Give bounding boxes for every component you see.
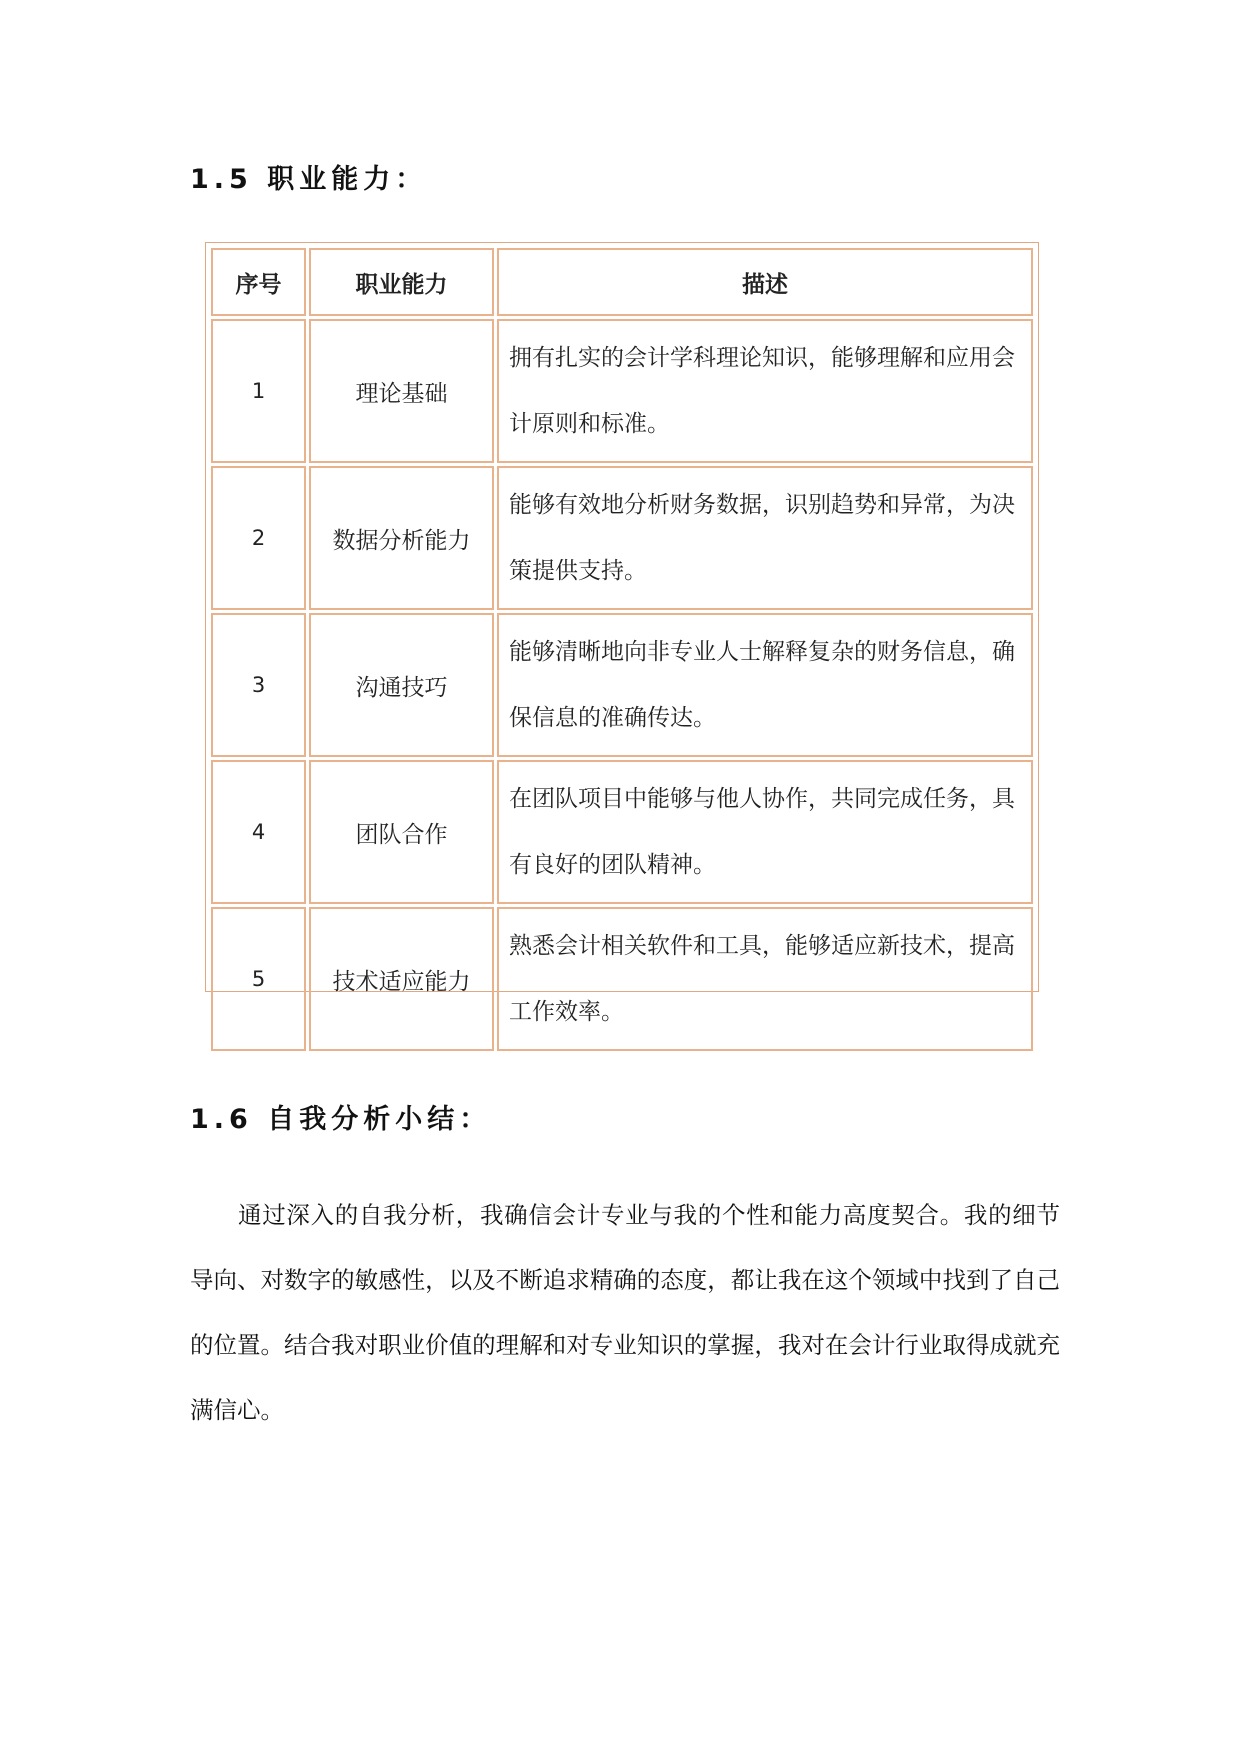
row-description: 熟悉会计相关软件和工具，能够适应新技术，提高工作效率。 <box>497 907 1033 1051</box>
table-row <box>211 466 1033 610</box>
table-header-row <box>211 248 1033 316</box>
career-ability-table <box>205 242 1039 1025</box>
header-description: 描述 <box>497 248 1033 316</box>
header-ability: 职业能力 <box>309 248 494 316</box>
table-row <box>211 319 1033 463</box>
row-description: 能够清晰地向非专业人士解释复杂的财务信息，确保信息的准确传达。 <box>497 613 1033 757</box>
row-index: 1 <box>211 319 306 463</box>
row-description: 能够有效地分析财务数据，识别趋势和异常，为决策提供支持。 <box>497 466 1033 610</box>
row-index: 5 <box>211 907 306 1051</box>
row-ability: 数据分析能力 <box>309 466 494 610</box>
section-heading-self-analysis-summary: 1.6 自我分析小结： <box>190 1104 492 1135</box>
row-ability: 技术适应能力 <box>309 907 494 1051</box>
row-index: 4 <box>211 760 306 904</box>
row-index: 2 <box>211 466 306 610</box>
row-index: 3 <box>211 613 306 757</box>
header-index: 序号 <box>211 248 306 316</box>
row-ability: 理论基础 <box>309 319 494 463</box>
table-row <box>211 907 1033 1051</box>
table-row <box>211 760 1033 904</box>
row-description: 拥有扎实的会计学科理论知识，能够理解和应用会计原则和标准。 <box>497 319 1033 463</box>
section-heading-career-ability: 1.5 职业能力： <box>190 164 428 195</box>
row-ability: 沟通技巧 <box>309 613 494 757</box>
summary-paragraph: 通过深入的自我分析，我确信会计专业与我的个性和能力高度契合。我的细节导向、对数字的敏感性，以及不断追求精确的态度，都让我在这个领域中找到了自己的位置。结合我对职业价值的理解和对专业知识的掌握，我对在会计行业取得成就充满信心。 <box>190 1201 1060 1424</box>
table-row <box>211 613 1033 757</box>
row-description: 在团队项目中能够与他人协作，共同完成任务，具有良好的团队精神。 <box>497 760 1033 904</box>
row-ability: 团队合作 <box>309 760 494 904</box>
